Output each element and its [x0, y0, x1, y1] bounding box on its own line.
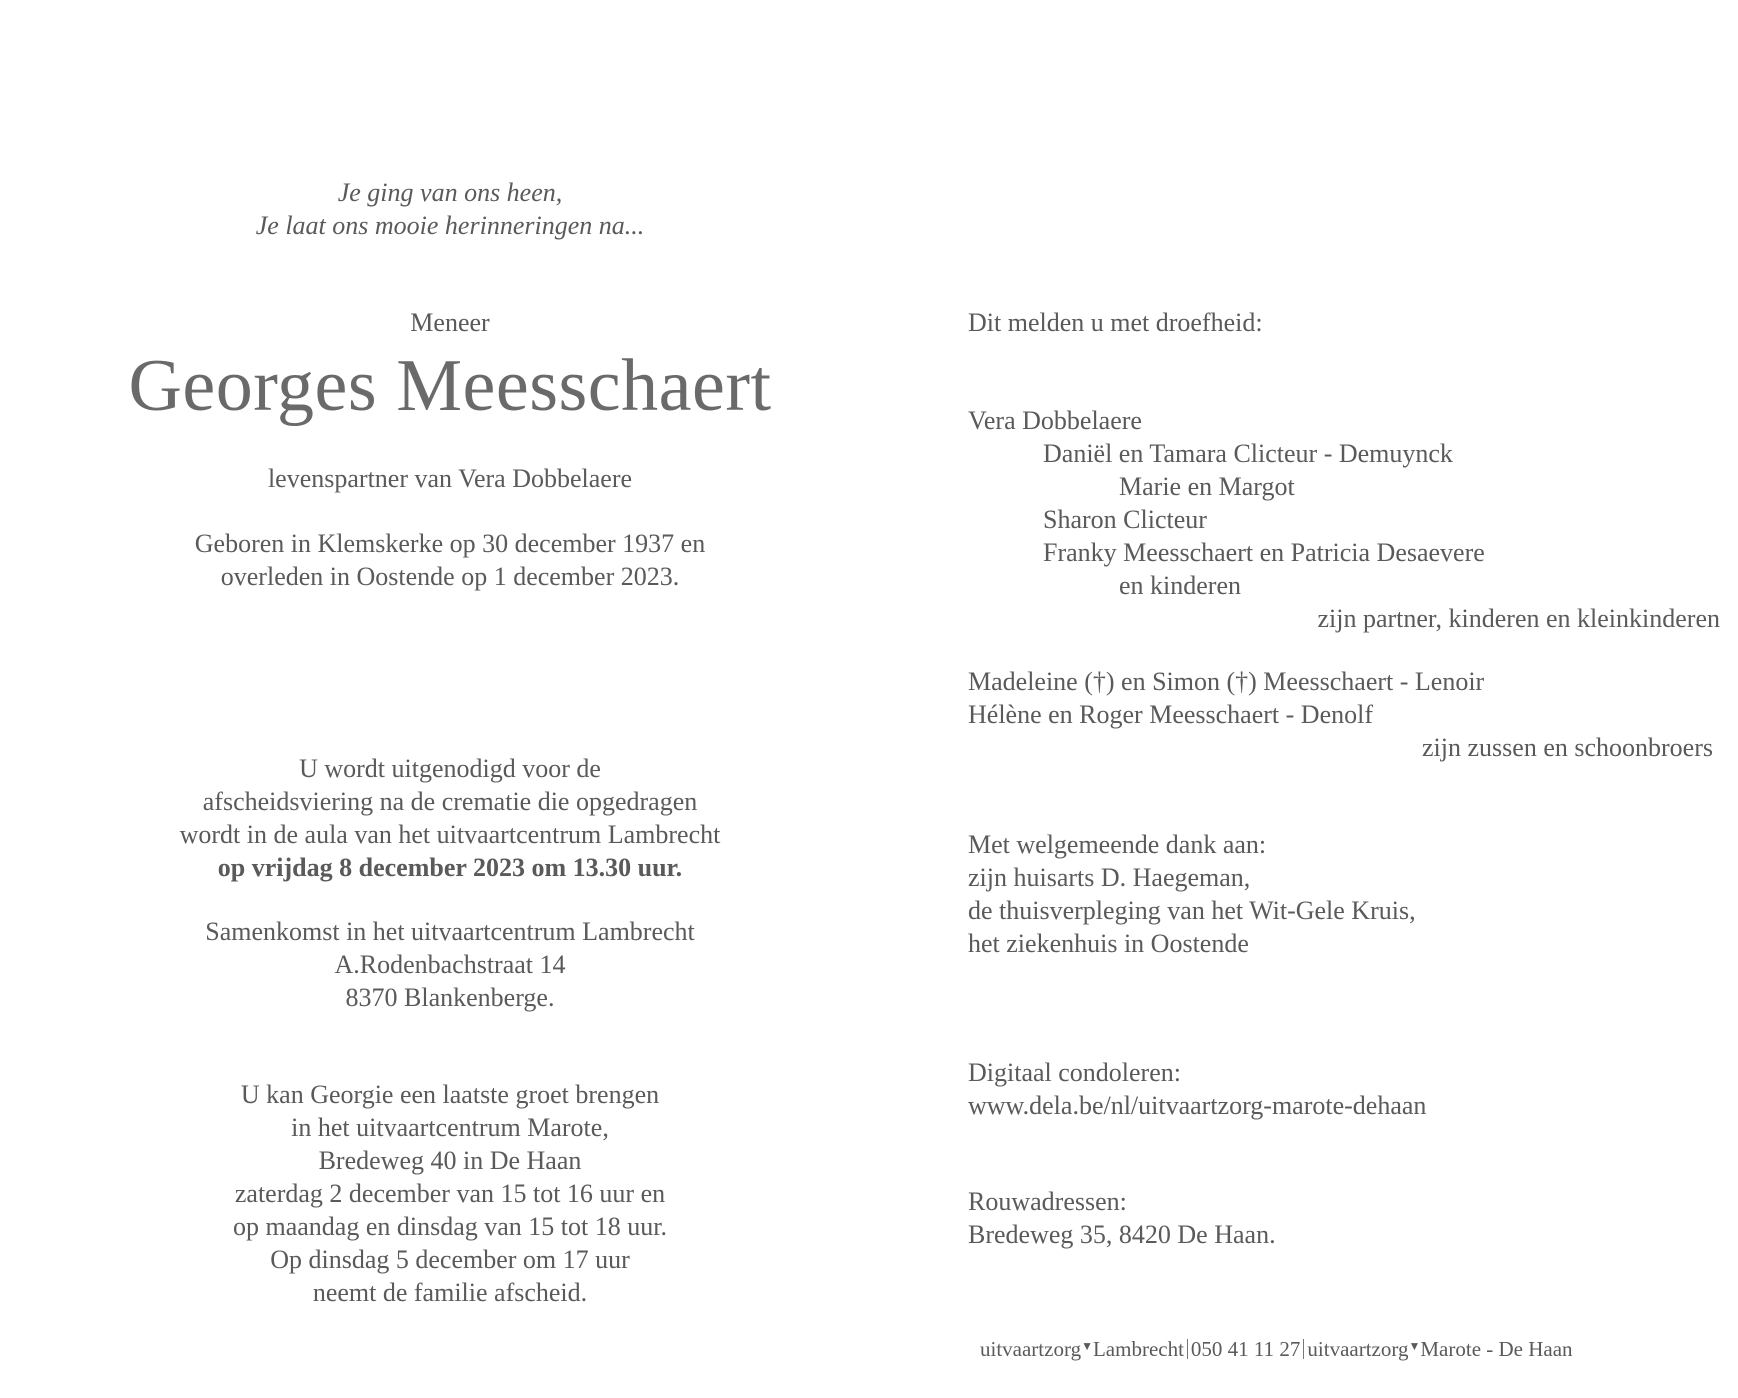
thanks-heading: Met welgemeende dank aan: [968, 830, 1267, 859]
triangle-down-icon: ▼ [1081, 1339, 1093, 1353]
family-line: Marie en Margot [1119, 472, 1295, 501]
condolence-label: Digitaal condoleren: [968, 1058, 1181, 1087]
visitation-line-3: Bredeweg 40 in De Haan [318, 1146, 582, 1175]
footer-phone: 050 41 11 27 [1190, 1337, 1301, 1361]
footer-brand-1-a: uitvaartzorg [980, 1337, 1082, 1361]
family-line: Franky Meesschaert en Patricia Desaevere [1043, 538, 1485, 567]
visitation-line-5: op maandag en dinsdag van 15 tot 18 uur. [233, 1212, 667, 1241]
gathering-block [0, 915, 900, 1014]
ceremony-line-2: afscheidsviering na de crematie die opgedragen [202, 787, 698, 816]
family-line: Madeleine (†) en Simon (†) Meesschaert - Lenoir [968, 667, 1485, 696]
thanks-line: het ziekenhuis in Oostende [968, 929, 1249, 958]
partner-line: levenspartner van Vera Dobbelaere [267, 464, 633, 493]
footer-brand-1-b: Lambrecht [1092, 1337, 1184, 1361]
visitation-line-2: in het uitvaartcentrum Marote, [291, 1113, 609, 1142]
funeral-home-footer [980, 1337, 1573, 1362]
family-relation: zijn zussen en schoonbroers [1422, 733, 1713, 762]
thanks-line: zijn huisarts D. Haegeman, [968, 863, 1251, 892]
footer-divider [1187, 1339, 1188, 1359]
quote-line-1: Je ging van ons heen, [337, 178, 563, 207]
ceremony-line-3: wordt in de aula van het uitvaartcentrum Lambrecht [179, 820, 721, 849]
footer-brand-2-b: Marote - De Haan [1420, 1337, 1573, 1361]
thanks-line: de thuisverpleging van het Wit-Gele Kruis, [968, 896, 1416, 925]
announcement-intro: Dit melden u met droefheid: [968, 308, 1263, 337]
deceased-name-block [0, 346, 900, 426]
quote-line-2: Je laat ons mooie herinneringen na... [255, 211, 645, 240]
visitation-line-4: zaterdag 2 december van 15 tot 16 uur en [234, 1179, 666, 1208]
deceased-title: Meneer [410, 308, 490, 337]
footer-brand-2-a: uitvaartzorg [1307, 1337, 1409, 1361]
family-line: en kinderen [1119, 571, 1242, 600]
gathering-line-1: Samenkomst in het uitvaartcentrum Lambrecht [205, 917, 695, 946]
gathering-line-3: 8370 Blankenberge. [345, 983, 555, 1012]
footer-divider [1303, 1339, 1304, 1359]
address-label: Rouwadressen: [968, 1187, 1127, 1216]
family-line: Vera Dobbelaere [968, 406, 1142, 435]
partner-block [0, 462, 900, 495]
family-group-1 [968, 404, 1728, 635]
gathering-line-2: A.Rodenbachstraat 14 [334, 950, 566, 979]
condolence-url[interactable]: www.dela.be/nl/uitvaartzorg-marote-dehaan [968, 1091, 1427, 1120]
visitation-line-6: Op dinsdag 5 december om 17 uur [270, 1245, 630, 1274]
visitation-line-7: neemt de familie afscheid. [312, 1278, 588, 1307]
deceased-name: Georges Meesschaert [128, 345, 772, 427]
visitation-block [0, 1078, 900, 1309]
family-line: Sharon Clicteur [1043, 505, 1207, 534]
condolence-block [968, 1056, 1728, 1122]
family-line: Daniël en Tamara Clicteur - Demuynck [1043, 439, 1453, 468]
triangle-down-icon: ▼ [1408, 1339, 1421, 1353]
family-relation: zijn partner, kinderen en kleinkinderen [1317, 604, 1720, 633]
ceremony-date: op vrijdag 8 december 2023 om 13.30 uur. [217, 853, 683, 882]
ceremony-line-1: U wordt uitgenodigd voor de [299, 754, 601, 783]
death-line: overleden in Oostende op 1 december 2023. [220, 562, 680, 591]
life-dates-block [0, 527, 900, 593]
birth-line: Geboren in Klemskerke op 30 december 1937 en [194, 529, 706, 558]
address-block [968, 1185, 1728, 1251]
visitation-line-1: U kan Georgie een laatste groet brengen [240, 1080, 660, 1109]
thanks-block [968, 828, 1728, 960]
family-line: Hélène en Roger Meesschaert - Denolf [968, 700, 1373, 729]
family-group-2 [968, 665, 1728, 764]
address-value: Bredeweg 35, 8420 De Haan. [968, 1220, 1276, 1249]
quote-block [0, 176, 900, 242]
ceremony-block [0, 752, 900, 884]
